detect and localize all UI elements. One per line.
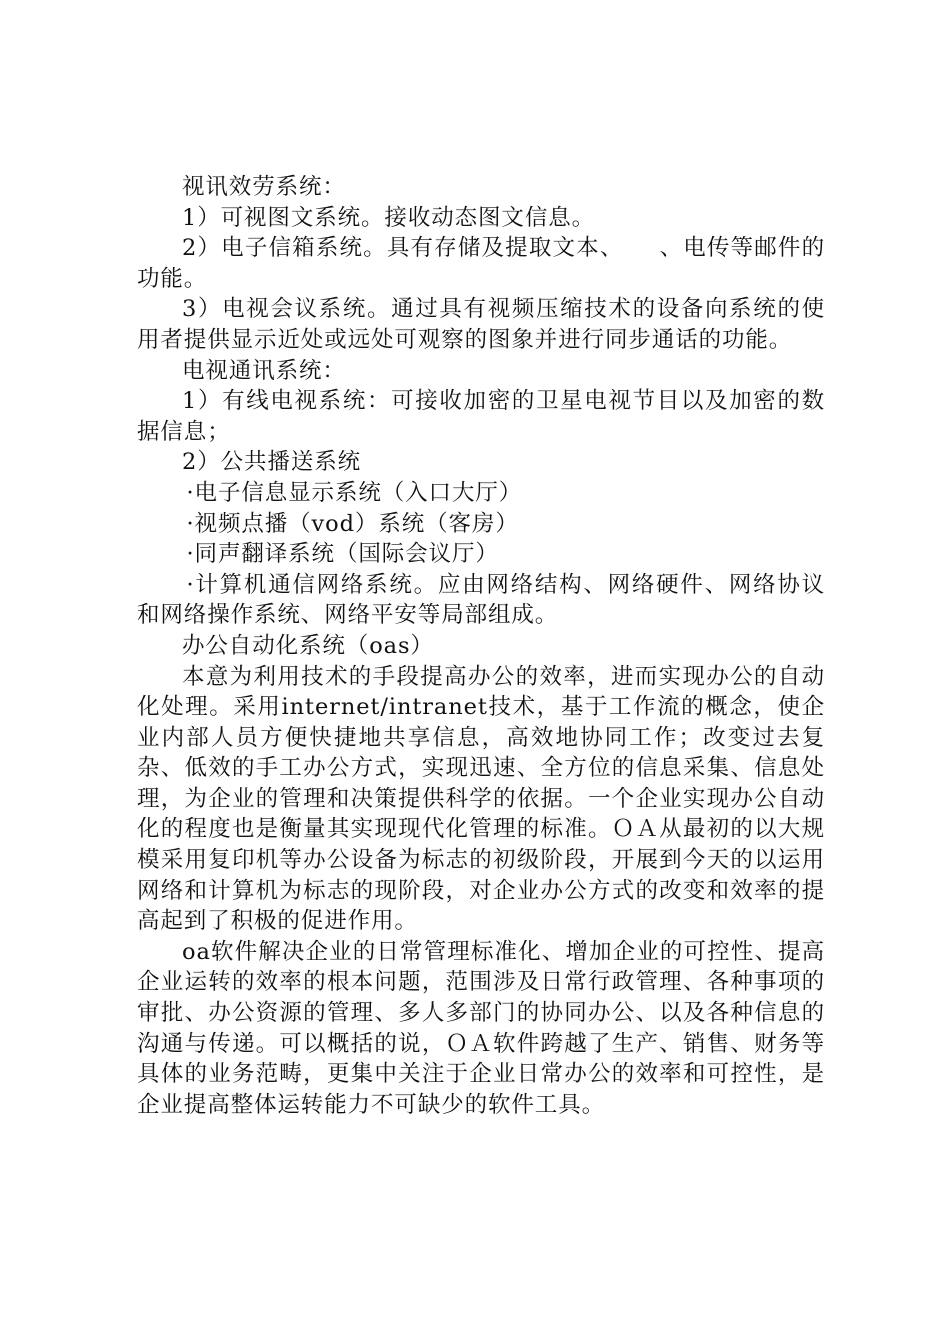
paragraph-public-broadcast: 2）公共播送系统 xyxy=(182,449,362,476)
paragraph-cable-tv: 1）有线电视系统：可接收加密的卫星电视节目以及加密的数据信息； xyxy=(137,388,825,445)
document-page xyxy=(137,172,825,1120)
paragraph-video-conference: 3）电视会议系统。通过具有视频压缩技术的设备向系统的使用者提供显示近处或远处可观察的图象并进行同步通话的功能。 xyxy=(137,296,825,353)
paragraph-oa-intro: 本意为利用技术的手段提高办公的效率，进而实现办公的自动化处理。采用internet/intranet技术，基于工作流的概念，使企业内部人员方便快捷地共享信息，高效地协同工作；改变过去复杂、低效的手工办公方式，实现迅速、全方位的信息采集、信息处理，为企业的管理和决策提供科学的依据。一个企业实现办公自动化的程度也是衡量其实现现代化管理的标准。ＯＡ从最初的以大规模采用复印机等办公设备为标志的初级阶段，开展到今天的以运用网络和计算机为标志的现阶段，对企业办公方式的改变和效率的提高起到了积极的促进作用。 xyxy=(137,663,825,935)
bullet-translation: ·同声翻译系统（国际会议厅） xyxy=(186,541,499,568)
paragraph-videotex: 1）可视图文系统。接收动态图文信息。 xyxy=(182,204,596,231)
bullet-network: ·计算机通信网络系统。应由网络结构、网络硬件、网络协议和网络操作系统、网络平安等局部组成。 xyxy=(137,571,825,629)
heading-tv-communication: 电视通讯系统： xyxy=(182,357,346,384)
paragraph-oa-software: oa软件解决企业的日常管理标准化、增加企业的可控性、提高企业运转的效率的根本问题，范围涉及日常行政管理、各种事项的审批、办公资源的管理、多人多部门的协同办公、以及各种信息的沟通与传递。可以概括的说，ＯＡ软件跨越了生产、销售、财务等具体的业务范畴，更集中关注于企业日常办公的效率和可控性，是企业提高整体运转能力不可缺少的软件工具。 xyxy=(137,938,825,1118)
bullet-info-display: ·电子信息显示系统（入口大厅） xyxy=(186,479,523,506)
paragraph-email: 2）电子信箱系统。具有存储及提取文本、 、电传等邮件的功能。 xyxy=(137,235,825,292)
heading-oas: 办公自动化系统（oas） xyxy=(182,632,434,659)
heading-video-service: 视讯效劳系统： xyxy=(182,174,346,200)
bullet-vod: ·视频点播（vod）系统（客房） xyxy=(186,510,519,537)
